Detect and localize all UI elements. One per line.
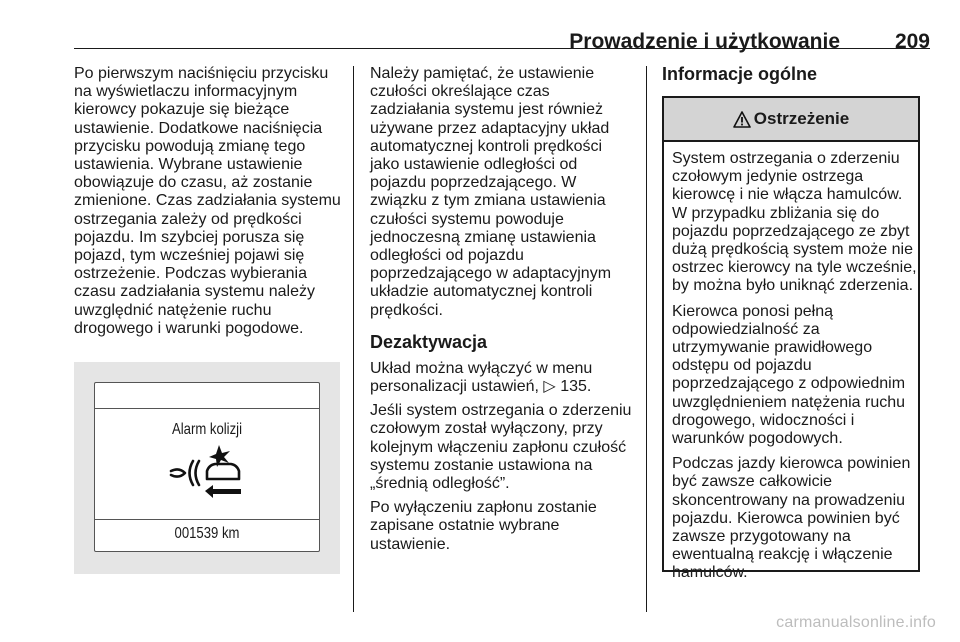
section-heading-informacje: Informacje ogólne	[662, 64, 818, 84]
warning-triangle-icon	[733, 111, 751, 128]
warning-title: Ostrzeżenie	[753, 109, 850, 128]
column-1	[74, 65, 342, 344]
warning-paragraph-3: Podczas jazdy kierowca powinien być zawsze całkowicie skoncentrowany na prowadzeniu pojazdu. Kierowca powinien być zawsze przygotowany na ewentualną reakcję i włączenie hamulców.	[672, 455, 911, 582]
warning-paragraph-2: Kierowca ponosi pełną odpowiedzialność za utrzymywanie prawidłowego odstępu od pojazdu poprzedzającego z odpowiednim uwzględnieniem natężenia ruchu drogowego, widoczności i warunków pogodowych.	[672, 302, 906, 448]
collision-alert-icon	[169, 445, 247, 503]
warning-box	[662, 96, 920, 582]
page-number: 209	[894, 30, 930, 53]
odometer-reading: 001539 km	[174, 525, 240, 542]
page-reference-icon: ▷	[543, 378, 556, 396]
col2-paragraph-2-text: Układ można wyłączyć w menu personalizacji ustawień,	[370, 359, 593, 396]
display-label-top: Alarm kolizji	[172, 421, 242, 438]
display-figure	[74, 362, 340, 574]
warning-paragraph-1: System ostrzegania o zderzeniu czołowym jedynie ostrzega kierowcę i nie włącza hamulców. W przypadku zbliżania się do pojazdu poprzedzającego ze zbyt dużą prędkością system może nie ostrzec kierowcy na tyle wcześnie, by można było uniknąć zderzenia.	[672, 150, 917, 295]
header-rule	[74, 48, 930, 49]
column-3	[662, 64, 928, 92]
col1-paragraph: Po pierwszym naciśnięciu przycisku na wyświetlaczu informacyjnym kierowcy pokazuje się bieżące ustawienie. Dodatkowe naciśnięcia przycisku powodują zmianę tego ustawienia. Wybrane ustawienie obowiązuje do czasu, aż zostanie zmienione. Czas zadziałania systemu ostrzegania zależy od prędkości pojazdu. Im szybciej porusza się pojazd, tym wcześniej pojawi się ostrzeżenie. Podczas wybierania czasu zadziałania systemu należy uwzględnić natężenie ruchu drogowego i warunki pogodowe.	[74, 65, 341, 337]
section-heading-dezaktywacja: Dezaktywacja	[370, 331, 488, 352]
display-top-rule	[95, 408, 319, 409]
page-reference-link[interactable]: 135.	[560, 378, 592, 396]
driver-info-display	[94, 382, 320, 552]
col2-paragraph-4: Po wyłączeniu zapłonu zostanie zapisane ostatnie wybrane ustawienie.	[370, 499, 597, 553]
col2-paragraph-1: Należy pamiętać, że ustawienie czułości określające czas zadziałania systemu jest również używane przez adaptacyjny układ automatycznej kontroli prędkości jako ustawienie odległości od pojazdu poprzedzającego. W związku z tym zmiana ustawienia czułości systemu powoduje jednoczesną zmianę ustawienia odległości od pojazdu poprzedzającego w adaptacyjnym układzie automatycznej kontroli prędkości.	[370, 65, 612, 319]
column-divider-1	[353, 66, 354, 612]
watermark: carmanualsonline.info	[776, 614, 936, 631]
column-divider-2	[646, 66, 647, 612]
warning-body	[664, 142, 918, 583]
col2-paragraph-2	[370, 360, 634, 396]
display-bottom-rule	[95, 519, 319, 520]
col2-paragraph-3: Jeśli system ostrzegania o zderzeniu czołowym został wyłączony, przy kolejnym włączeniu zapłonu czułość systemu zostanie ustawiona na „średnią odległość”.	[370, 402, 632, 493]
column-2	[370, 65, 634, 560]
header-title: Prowadzenie i użytkowanie	[569, 30, 840, 53]
warning-header	[664, 98, 918, 142]
